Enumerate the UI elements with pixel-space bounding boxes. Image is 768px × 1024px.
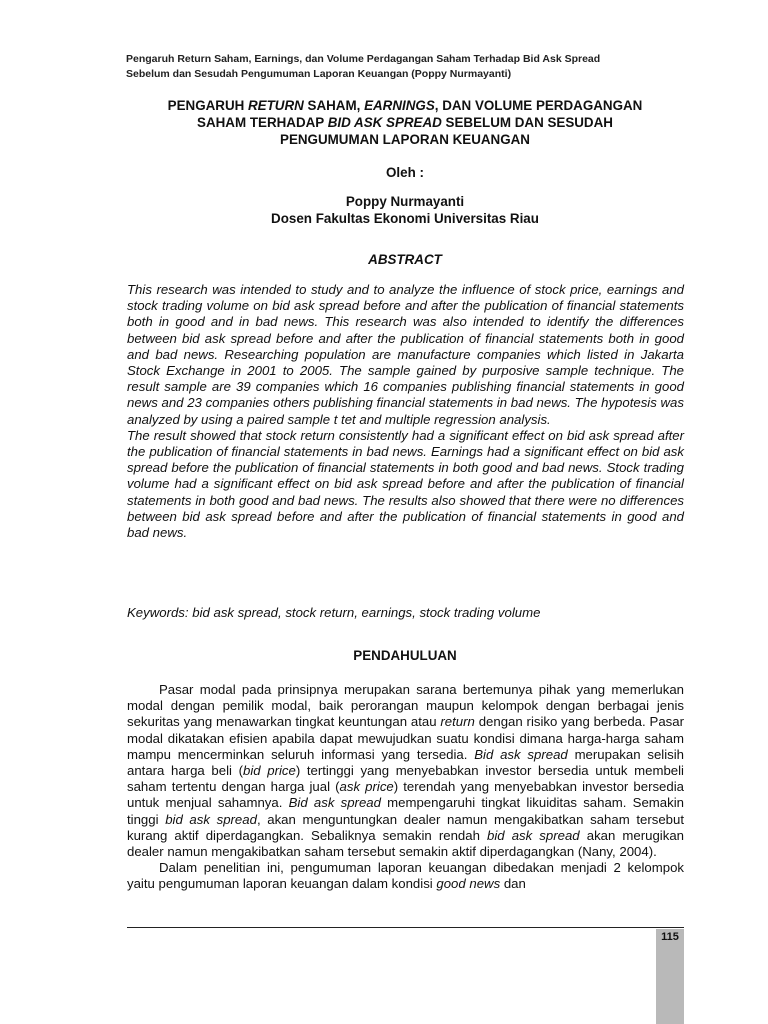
abstract-heading: ABSTRACT xyxy=(368,252,442,267)
running-head-line-2: Sebelum dan Sesudah Pengumuman Laporan Keuangan (Poppy Nurmayanti) xyxy=(126,68,512,80)
running-head xyxy=(126,52,686,82)
body-paragraph-1 xyxy=(127,682,684,860)
body-text: ) terendah yang menyebabkan investor bersedia untuk menjual sahamnya. xyxy=(127,779,684,811)
body-text: , akan menguntungkan dealer namun mengakibatkan saham tersebut kurang aktif diperdagangkan. Sebaliknya semakin rendah xyxy=(127,811,684,843)
title-italic-text: BID ASK SPREAD xyxy=(327,115,442,130)
title-line-3: PENGUMUMAN LAPORAN KEUANGAN xyxy=(280,132,530,147)
body-text: dengan risiko yang berbeda. Pasar modal dikatakan efisien apabila dapat mewujudkan suatu kondisi dimana harga-harga saham mampu mencerminkan seluruh informasi yang tersedia. xyxy=(127,714,684,762)
page-number-tab xyxy=(656,929,684,1024)
paper-title xyxy=(120,97,690,148)
keywords: Keywords: bid ask spread, stock return, earnings, stock trading volume xyxy=(127,605,541,620)
byline-oleh: Oleh : xyxy=(386,165,424,180)
title-text: SAHAM, xyxy=(303,98,365,113)
body-text: akan merugikan dealer namun mengakibatkan saham tersebut semakin aktif diperdagangkan (Nany, 2004). xyxy=(127,827,684,860)
body-text: Pasar modal pada prinsipnya merupakan sarana bertemunya pihak yang memerlukan modal dengan pemilik modal, baik perorangan maupun kelompok dengan berbagai jenis sekuritas yang menawarkan tingkat keuntungan atau xyxy=(127,682,684,730)
body-italic-text: Bid ask spread xyxy=(288,795,381,811)
running-head-line-1: Pengaruh Return Saham, Earnings, dan Volume Perdagangan Saham Terhadap Bid Ask Spread xyxy=(126,53,601,65)
section-heading: PENDAHULUAN xyxy=(353,648,457,663)
body-text: Dalam penelitian ini, pengumuman laporan keuangan dibedakan menjadi 2 kelompok yaitu pengumuman laporan keuangan dalam kondisi xyxy=(127,860,684,892)
footer-rule xyxy=(127,927,684,928)
body-text: merupakan selisih antara harga beli ( xyxy=(127,746,685,779)
page-number: 115 xyxy=(661,931,679,943)
body-italic-text: return xyxy=(440,714,475,730)
body-italic-text: Bid ask spread xyxy=(474,746,568,762)
body-paragraph-2 xyxy=(127,860,684,892)
title-line-2 xyxy=(120,114,690,131)
title-text: PENGARUH xyxy=(167,98,249,113)
author-affiliation: Dosen Fakultas Ekonomi Universitas Riau xyxy=(271,211,539,226)
body-italic-text: bid ask spread xyxy=(165,811,257,827)
title-line-1 xyxy=(120,97,690,114)
abstract-body xyxy=(127,282,684,541)
body-italic-text: bid price xyxy=(243,763,296,779)
title-italic-text: EARNINGS xyxy=(364,98,435,113)
title-text: SAHAM TERHADAP xyxy=(197,115,328,130)
section-body xyxy=(127,682,684,893)
abstract-paragraph-2: The result showed that stock return consistently had a significant effect on bid ask spread after the publication of financial statements in bad news. Earnings had a significant effect on bid ask spread before the publication of financial statements in both good and bad news. Stock trading volume had a significant effect on bid ask spread before and after the publication of financial statements in both good and bad news. The results also showed that there were no differences between bid ask spread before and after the publication of financial statements in good and bad news. xyxy=(127,427,684,541)
body-italic-text: good news xyxy=(436,876,501,892)
body-italic-text: ask price xyxy=(339,779,394,795)
title-italic-text: RETURN xyxy=(248,98,304,113)
abstract-paragraph-1: This research was intended to study and to analyze the influence of stock price, earnings and stock trading volume on bid ask spread before and after the publication of financial statements both in good and in bad news. This research was also intended to identify the differences between bid ask spread before and after the publication of financial statements both in good and bad news. Researching population are manufacture companies which listed in Jakarta Stock Exchange in 2001 to 2005. The sample gained by purposive sample technique. The result sample are 39 companies which 16 companies publishing financial statements in good news and 23 companies others publishing financial statements in bad news. The hypotesis was analyzed by using a paired sample t tet and multiple regression analysis. xyxy=(127,282,684,427)
body-text: ) tertinggi yang menyebabkan investor bersedia untuk membeli saham tertentu dengan harga jual ( xyxy=(127,763,684,795)
title-text: SEBELUM DAN SESUDAH xyxy=(441,115,613,130)
body-text: mempengaruhi tingkat likuiditas saham. Semakin tinggi xyxy=(127,795,684,827)
author-name: Poppy Nurmayanti xyxy=(345,194,465,209)
title-text: , DAN VOLUME PERDAGANGAN xyxy=(434,98,643,113)
body-text: dan xyxy=(500,876,526,892)
body-italic-text: bid ask spread xyxy=(487,827,580,843)
